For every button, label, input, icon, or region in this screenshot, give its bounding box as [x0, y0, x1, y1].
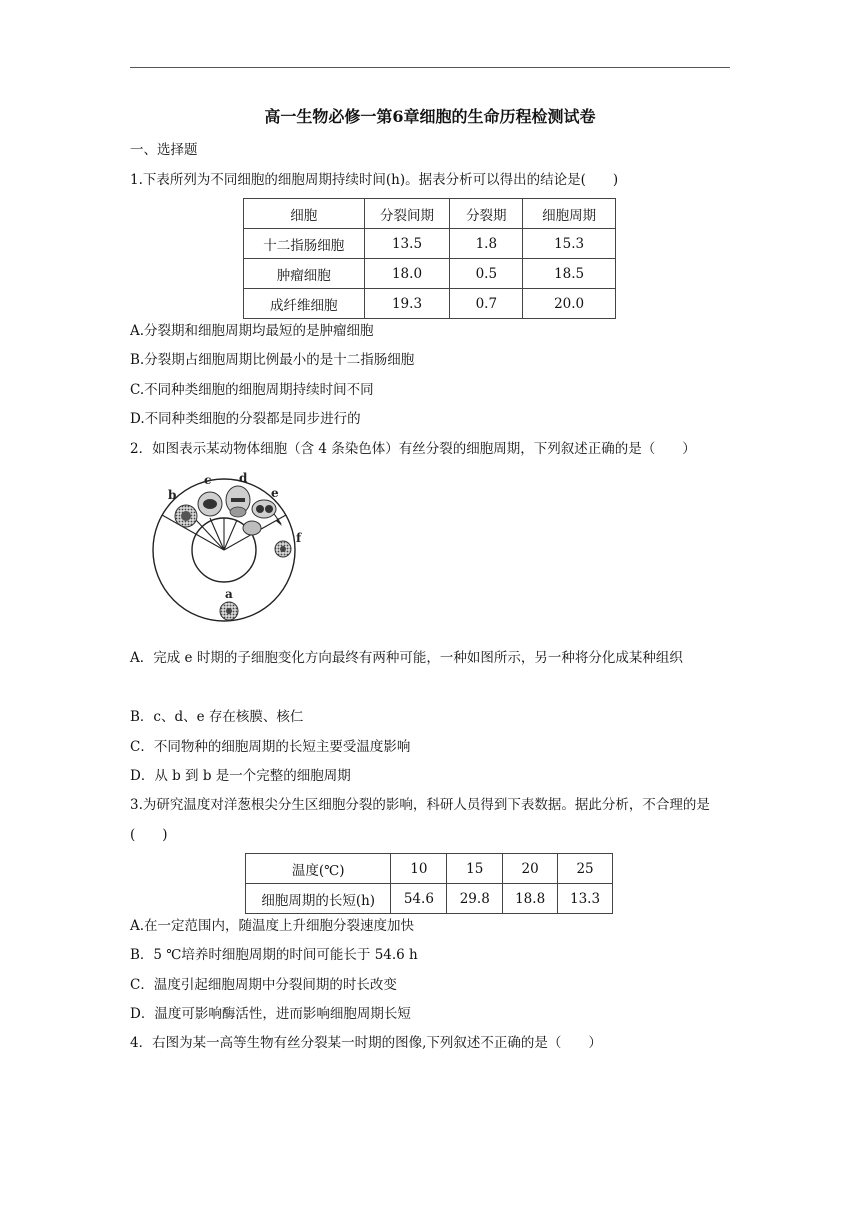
- q1-table: [243, 198, 616, 319]
- q1-option-b: B.分裂期占细胞周期比例最小的是十二指肠细胞: [130, 352, 415, 368]
- label-a: a: [225, 587, 233, 601]
- table-cell: 分裂期: [450, 199, 523, 229]
- label-e: e: [271, 486, 279, 500]
- q2-option-a: A．完成 e 时期的子细胞变化方向最终有两种可能，一种如图所示，另一种将分化成某种组织: [130, 650, 683, 666]
- table-row: [246, 884, 613, 914]
- q3-stem: 3.为研究温度对洋葱根尖分生区细胞分裂的影响，科研人员得到下表数据。据此分析，不合理的是( ): [130, 797, 710, 843]
- q1-stem: 1.下表所列为不同细胞的细胞周期持续时间(h)。据表分析可以得出的结论是( ): [130, 172, 619, 188]
- table-row: [244, 259, 616, 289]
- table-cell: 54.6: [391, 884, 447, 914]
- table-cell: 18.5: [523, 259, 616, 289]
- top-rule: [130, 67, 730, 68]
- label-f: f: [296, 531, 302, 545]
- table-row: [244, 229, 616, 259]
- table-cell: 0.5: [450, 259, 523, 289]
- q2-option-b: B．c、d、e 存在核膜、核仁: [130, 709, 304, 725]
- table-cell: 细胞: [244, 199, 365, 229]
- table-header-row: [244, 199, 616, 229]
- table-cell: 十二指肠细胞: [244, 229, 365, 259]
- table-cell: 温度(℃): [246, 854, 391, 884]
- q2-option-c: C．不同物种的细胞周期的长短主要受温度影响: [130, 739, 411, 755]
- cell-b-icon: [175, 505, 197, 527]
- cell-c-icon: [198, 492, 222, 516]
- table-cell: 19.3: [364, 289, 450, 319]
- cell-a-icon: [220, 602, 238, 620]
- q1-option-c: C.不同种类细胞的细胞周期持续时间不同: [130, 382, 374, 398]
- table-cell: 18.0: [364, 259, 450, 289]
- q4-stem: 4．右图为某一高等生物有丝分裂某一时期的图像,下列叙述不正确的是（ ）: [130, 1035, 602, 1051]
- table-cell: 成纤维细胞: [244, 289, 365, 319]
- label-d: d: [239, 471, 248, 485]
- table-cell: 0.7: [450, 289, 523, 319]
- table-cell: 15.3: [523, 229, 616, 259]
- label-b: b: [168, 488, 177, 502]
- table-cell: 分裂间期: [364, 199, 450, 229]
- q1-option-a: A.分裂期和细胞周期均最短的是肿瘤细胞: [130, 323, 374, 339]
- table-cell: 肿瘤细胞: [244, 259, 365, 289]
- table-cell: 1.8: [450, 229, 523, 259]
- q3-option-d: D．温度可影响酶活性，进而影响细胞周期长短: [130, 1006, 411, 1022]
- q3-option-a: A.在一定范围内，随温度上升细胞分裂速度加快: [130, 918, 415, 934]
- cell-d-icon: [226, 486, 250, 517]
- label-c: c: [204, 473, 212, 487]
- table-cell: 细胞周期: [523, 199, 616, 229]
- cell-f-icon: [275, 541, 291, 557]
- q2-stem: 2．如图表示某动物体细胞（含 4 条染色体）有丝分裂的细胞周期，下列叙述正确的是（ ）: [130, 441, 696, 457]
- cell-cycle-figure: [148, 466, 308, 632]
- table-cell: 20.0: [523, 289, 616, 319]
- q3-table: [245, 853, 613, 914]
- section-heading: 一、选择题: [130, 142, 198, 158]
- table-cell: 13.5: [364, 229, 450, 259]
- table-cell: 20: [503, 854, 558, 884]
- q3-option-c: C．温度引起细胞周期中分裂间期的时长改变: [130, 977, 397, 993]
- table-cell: 25: [558, 854, 613, 884]
- table-row: [244, 289, 616, 319]
- table-cell: 细胞周期的长短(h): [246, 884, 391, 914]
- table-cell: 29.8: [447, 884, 503, 914]
- table-cell: 18.8: [503, 884, 558, 914]
- page-title: 高一生物必修一第6章细胞的生命历程检测试卷: [264, 107, 596, 126]
- table-cell: 13.3: [558, 884, 613, 914]
- q3-option-b: B．5 ℃培养时细胞周期的时间可能长于 54.6 h: [130, 947, 418, 963]
- q1-option-d: D.不同种类细胞的分裂都是同步进行的: [130, 411, 361, 427]
- table-row: [246, 854, 613, 884]
- table-cell: 15: [447, 854, 503, 884]
- q2-option-d: D．从 b 到 b 是一个完整的细胞周期: [130, 768, 351, 784]
- table-cell: 10: [391, 854, 447, 884]
